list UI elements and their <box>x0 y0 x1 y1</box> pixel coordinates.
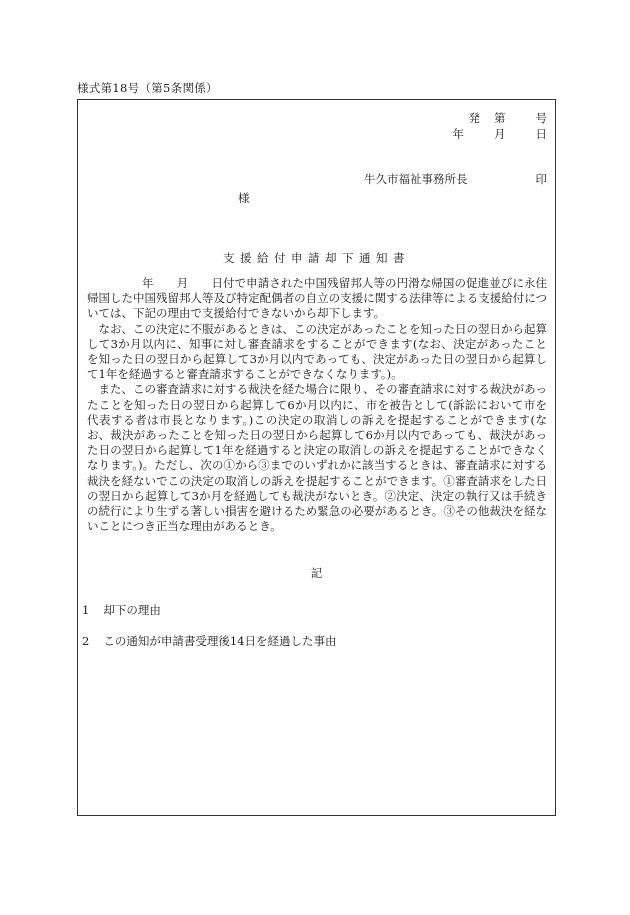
doc-number-go: 号 <box>535 111 547 125</box>
notice-frame <box>77 99 556 816</box>
date-day: 日 <box>535 127 547 141</box>
document-title: 支援給付申請却下通知書 <box>223 251 410 265</box>
notice-body <box>87 276 547 534</box>
ki-heading: 記 <box>310 566 323 580</box>
issuer-name: 牛久市福祉事務所長 <box>364 172 468 186</box>
item-rejection-reason <box>82 602 161 618</box>
addressee-honorific: 様 <box>238 191 250 205</box>
item-label: 却下の理由 <box>103 603 161 617</box>
item-number: 1 <box>82 603 90 617</box>
paragraph-lawsuit: また、この審査請求に対する裁決を経た場合に限り、その審査請求に対する裁決があったことを知った日の翌日から起算して6か月以内に、市を被告として(訴訟において市を代表する者は市長となります。)この決定の取消しの訴えを提起することができます(なお、裁決があったことを知った日の翌日から起算して6か月以内であっても、裁決があった日の翌日から起算して1年を経過すると決定の取消しの訴えを提起することができなくなります。)。ただし、次の①から③までのいずれかに該当するときは、審査請求に対する裁決を経ないでこの決定の取消しの訴えを提起することができます。①審査請求をした日の翌日から起算して3か月を経過しても裁決がないとき。②決定、決定の執行又は手続きの続行により生ずる著しい損害を避けるため緊急の必要があるとき。③その他裁決を経ないことにつき正当な理由があるとき。 <box>87 382 547 534</box>
doc-number-prefix: 発 <box>468 111 480 125</box>
paragraph-appeal: なお、この決定に不服があるときは、この決定があったことを知った日の翌日から起算して3か月以内に、知事に対し審査請求をすることができます(なお、決定があったことを知った日の翌日から起算して3か月以内であっても、決定があった日の翌日から起算して1年を経過すると審査請求することができなくなります。)。 <box>87 321 547 382</box>
item-label: この通知が申請書受理後14日を経過した事由 <box>103 634 337 648</box>
form-number-label: 様式第18号（第5条関係） <box>77 81 218 95</box>
document-date <box>453 126 548 142</box>
paragraph-decision: 年 月 日付で申請された中国残留邦人等の円滑な帰国の促進並びに永住帰国した中国残留邦人等及び特定配偶者の自立の支援に関する法律等による支援給付については、下記の理由で支援給付できないから却下します。 <box>87 276 547 321</box>
seal-mark: 印 <box>535 172 547 186</box>
item-delay-reason <box>82 633 336 649</box>
doc-number-dai: 第 <box>494 111 506 125</box>
item-number: 2 <box>82 634 90 648</box>
document-number <box>469 110 548 126</box>
date-month: 月 <box>494 127 506 141</box>
date-year: 年 <box>452 127 464 141</box>
